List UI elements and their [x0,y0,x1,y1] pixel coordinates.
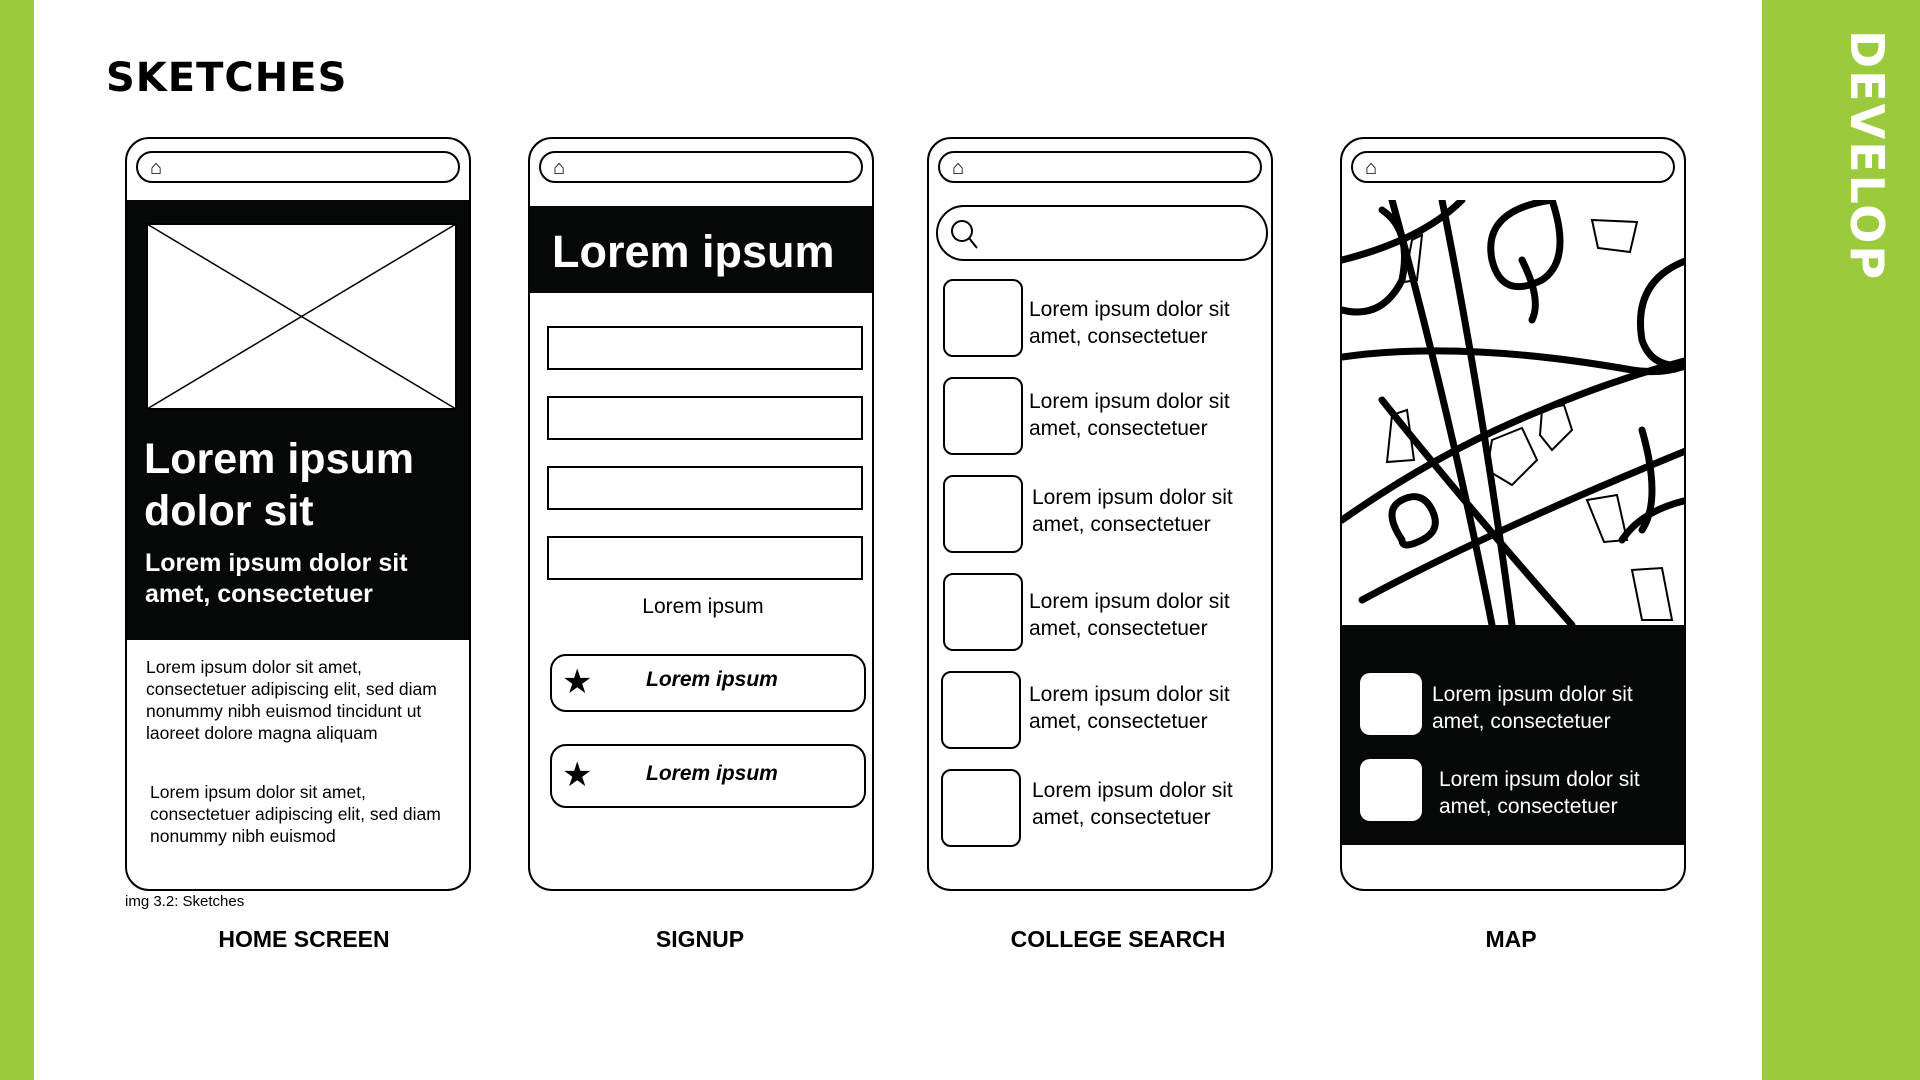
item-thumbnail [941,671,1021,749]
body-paragraph: Lorem ipsum dolor sit amet, consectetuer adipiscing elit, sed diam nonummy nibh euismod [150,782,441,846]
url-bar[interactable] [1351,151,1675,183]
signup-header [530,206,874,293]
button-label: Lorem ipsum [646,762,778,785]
screen-caption-map: MAP [1485,926,1537,952]
star-icon: ★ [562,756,593,794]
item-text: Lorem ipsum dolor sit amet, consectetuer [1029,298,1230,349]
item-thumbnail [943,377,1023,455]
star-icon: ★ [562,663,593,701]
image-caption: img 3.2: Sketches [125,893,245,910]
item-thumbnail [943,573,1023,651]
body-paragraph: Lorem ipsum dolor sit amet, consectetuer adipiscing elit, sed diam nonummy nibh euismod tincidunt ut laoreet dolore magna aliquam [146,657,437,743]
map-screen-sketch [1340,137,1686,891]
left-accent-bar [0,0,34,1080]
home-icon[interactable]: ⌂ [1365,157,1378,179]
item-text: Lorem ipsum dolor sit amet, consectetuer [1029,683,1230,734]
home-icon[interactable]: ⌂ [150,157,163,179]
signup-button-2[interactable] [550,744,866,808]
search-icon [950,219,980,251]
map-illustration[interactable] [1342,200,1686,625]
item-text: Lorem ipsum dolor sit amet, consectetuer [1432,683,1633,734]
item-text: Lorem ipsum dolor sit amet, consectetuer [1032,779,1233,830]
signup-title: Lorem ipsum [552,226,835,277]
signup-input-2[interactable] [547,396,863,440]
home-icon[interactable]: ⌂ [553,157,566,179]
screen-caption-signup: SIGNUP [655,926,745,952]
url-bar[interactable] [938,151,1262,183]
signup-input-4[interactable] [547,536,863,580]
map-results-panel [1342,625,1686,845]
hero-headline: Lorem ipsum dolor sit [144,435,414,535]
item-thumbnail [1360,759,1422,821]
url-bar[interactable] [136,151,460,183]
search-input[interactable] [936,205,1268,261]
url-bar[interactable] [539,151,863,183]
item-text: Lorem ipsum dolor sit amet, consectetuer [1029,590,1230,641]
item-thumbnail [943,279,1023,357]
item-thumbnail [1360,673,1422,735]
signup-input-1[interactable] [547,326,863,370]
item-thumbnail [941,769,1021,847]
page-title: SKETCHES [106,55,348,101]
item-text: Lorem ipsum dolor sit amet, consectetuer [1032,486,1233,537]
signup-button-1[interactable] [550,654,866,712]
screen-caption-home: HOME SCREEN [218,926,390,952]
home-screen-sketch [125,137,471,891]
signup-screen-sketch [528,137,874,891]
button-label: Lorem ipsum [646,668,778,691]
item-thumbnail [943,475,1023,553]
screen-caption-college-search: COLLEGE SEARCH [1010,926,1226,952]
item-text: Lorem ipsum dolor sit amet, consectetuer [1029,390,1230,441]
section-label: DEVELOP [1840,30,1894,282]
item-text: Lorem ipsum dolor sit amet, consectetuer [1439,768,1640,819]
hero-panel [127,200,471,640]
signup-input-3[interactable] [547,466,863,510]
image-placeholder-icon [146,223,457,410]
college-search-screen-sketch [927,137,1273,891]
home-icon[interactable]: ⌂ [952,157,965,179]
signup-link[interactable]: Lorem ipsum [642,595,764,618]
hero-subhead: Lorem ipsum dolor sit amet, consectetuer [145,549,408,609]
